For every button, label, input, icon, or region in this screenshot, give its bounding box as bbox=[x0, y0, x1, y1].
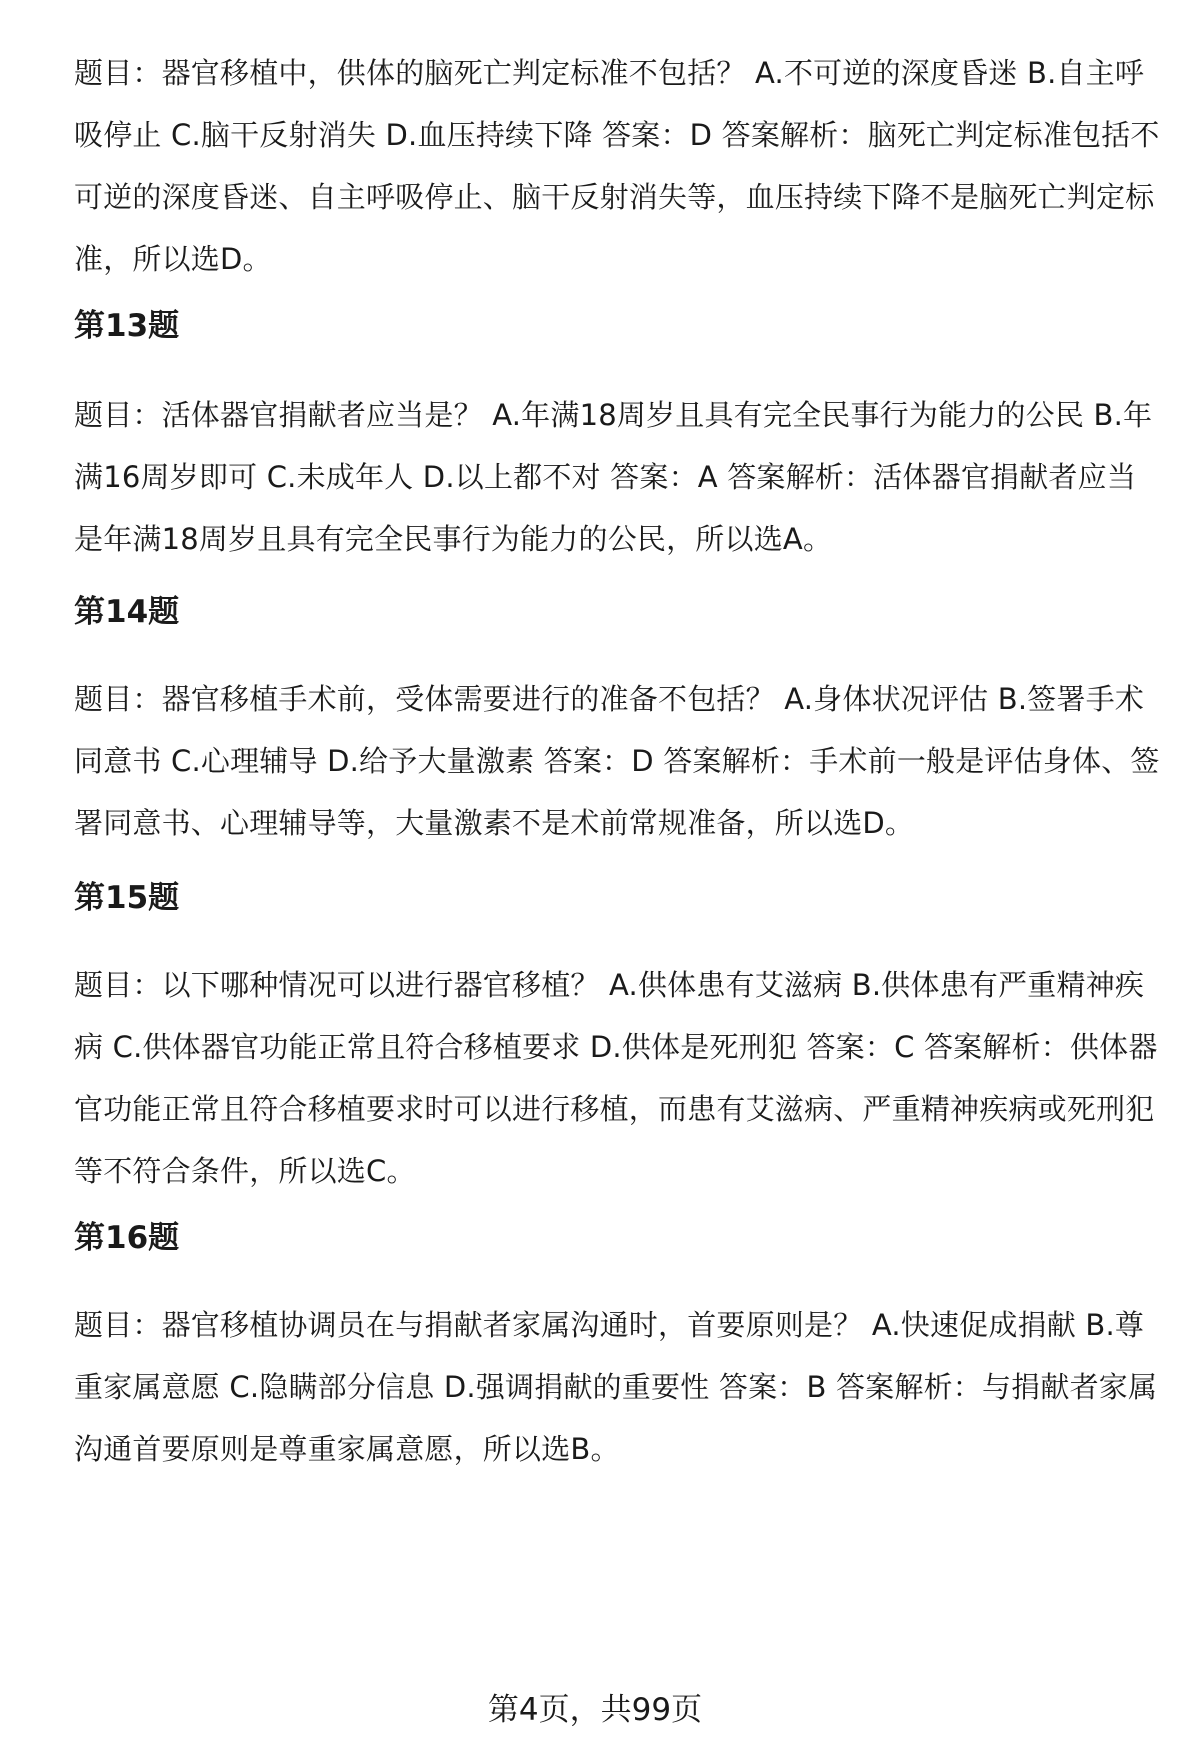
question-12-body: 题目：器官移植中，供体的脑死亡判定标准不包括？ A.不可逆的深度昏迷 B.自主呼吸停止 C.脑干反射消失 D.血压持续下降 答案：D 答案解析：脑死亡判定标准包括不可逆的深度昏迷、自主呼吸停止、脑干反射消失等，血压持续下降不是脑死亡判定标准，所以选D。 bbox=[74, 56, 1160, 276]
question-14-body: 题目：器官移植手术前，受体需要进行的准备不包括？ A.身体状况评估 B.签署手术同意书 C.心理辅导 D.给予大量激素 答案：D 答案解析：手术前一般是评估身体、签署同意书、心理辅导等，大量激素不是术前常规准备，所以选D。 bbox=[74, 682, 1160, 840]
question-16-body: 题目：器官移植协调员在与捐献者家属沟通时，首要原则是？ A.快速促成捐献 B.尊重家属意愿 C.隐瞒部分信息 D.强调捐献的重要性 答案：B 答案解析：与捐献者家属沟通首要原则是尊重家属意愿，所以选B。 bbox=[74, 1308, 1158, 1466]
question-15-body: 题目：以下哪种情况可以进行器官移植？ A.供体患有艾滋病 B.供体患有严重精神疾病 C.供体器官功能正常且符合移植要求 D.供体是死刑犯 答案：C 答案解析：供体器官功能正常且符合移植要求时可以进行移植，而患有艾滋病、严重精神疾病或死刑犯等不符合条件，所以选C。 bbox=[74, 968, 1158, 1188]
question-16-heading: 第16题 bbox=[74, 1220, 180, 1256]
question-13-heading: 第13题 bbox=[74, 308, 180, 344]
question-15-heading: 第15题 bbox=[74, 880, 180, 916]
page-number: 第4页，共99页 bbox=[487, 1692, 703, 1728]
question-13-body: 题目：活体器官捐献者应当是？ A.年满18周岁且具有完全民事行为能力的公民 B.年满16周岁即可 C.未成年人 D.以上都不对 答案：A 答案解析：活体器官捐献者应当是年满18周岁且具有完全民事行为能力的公民，所以选A。 bbox=[74, 398, 1153, 556]
question-14-heading: 第14题 bbox=[74, 594, 180, 630]
